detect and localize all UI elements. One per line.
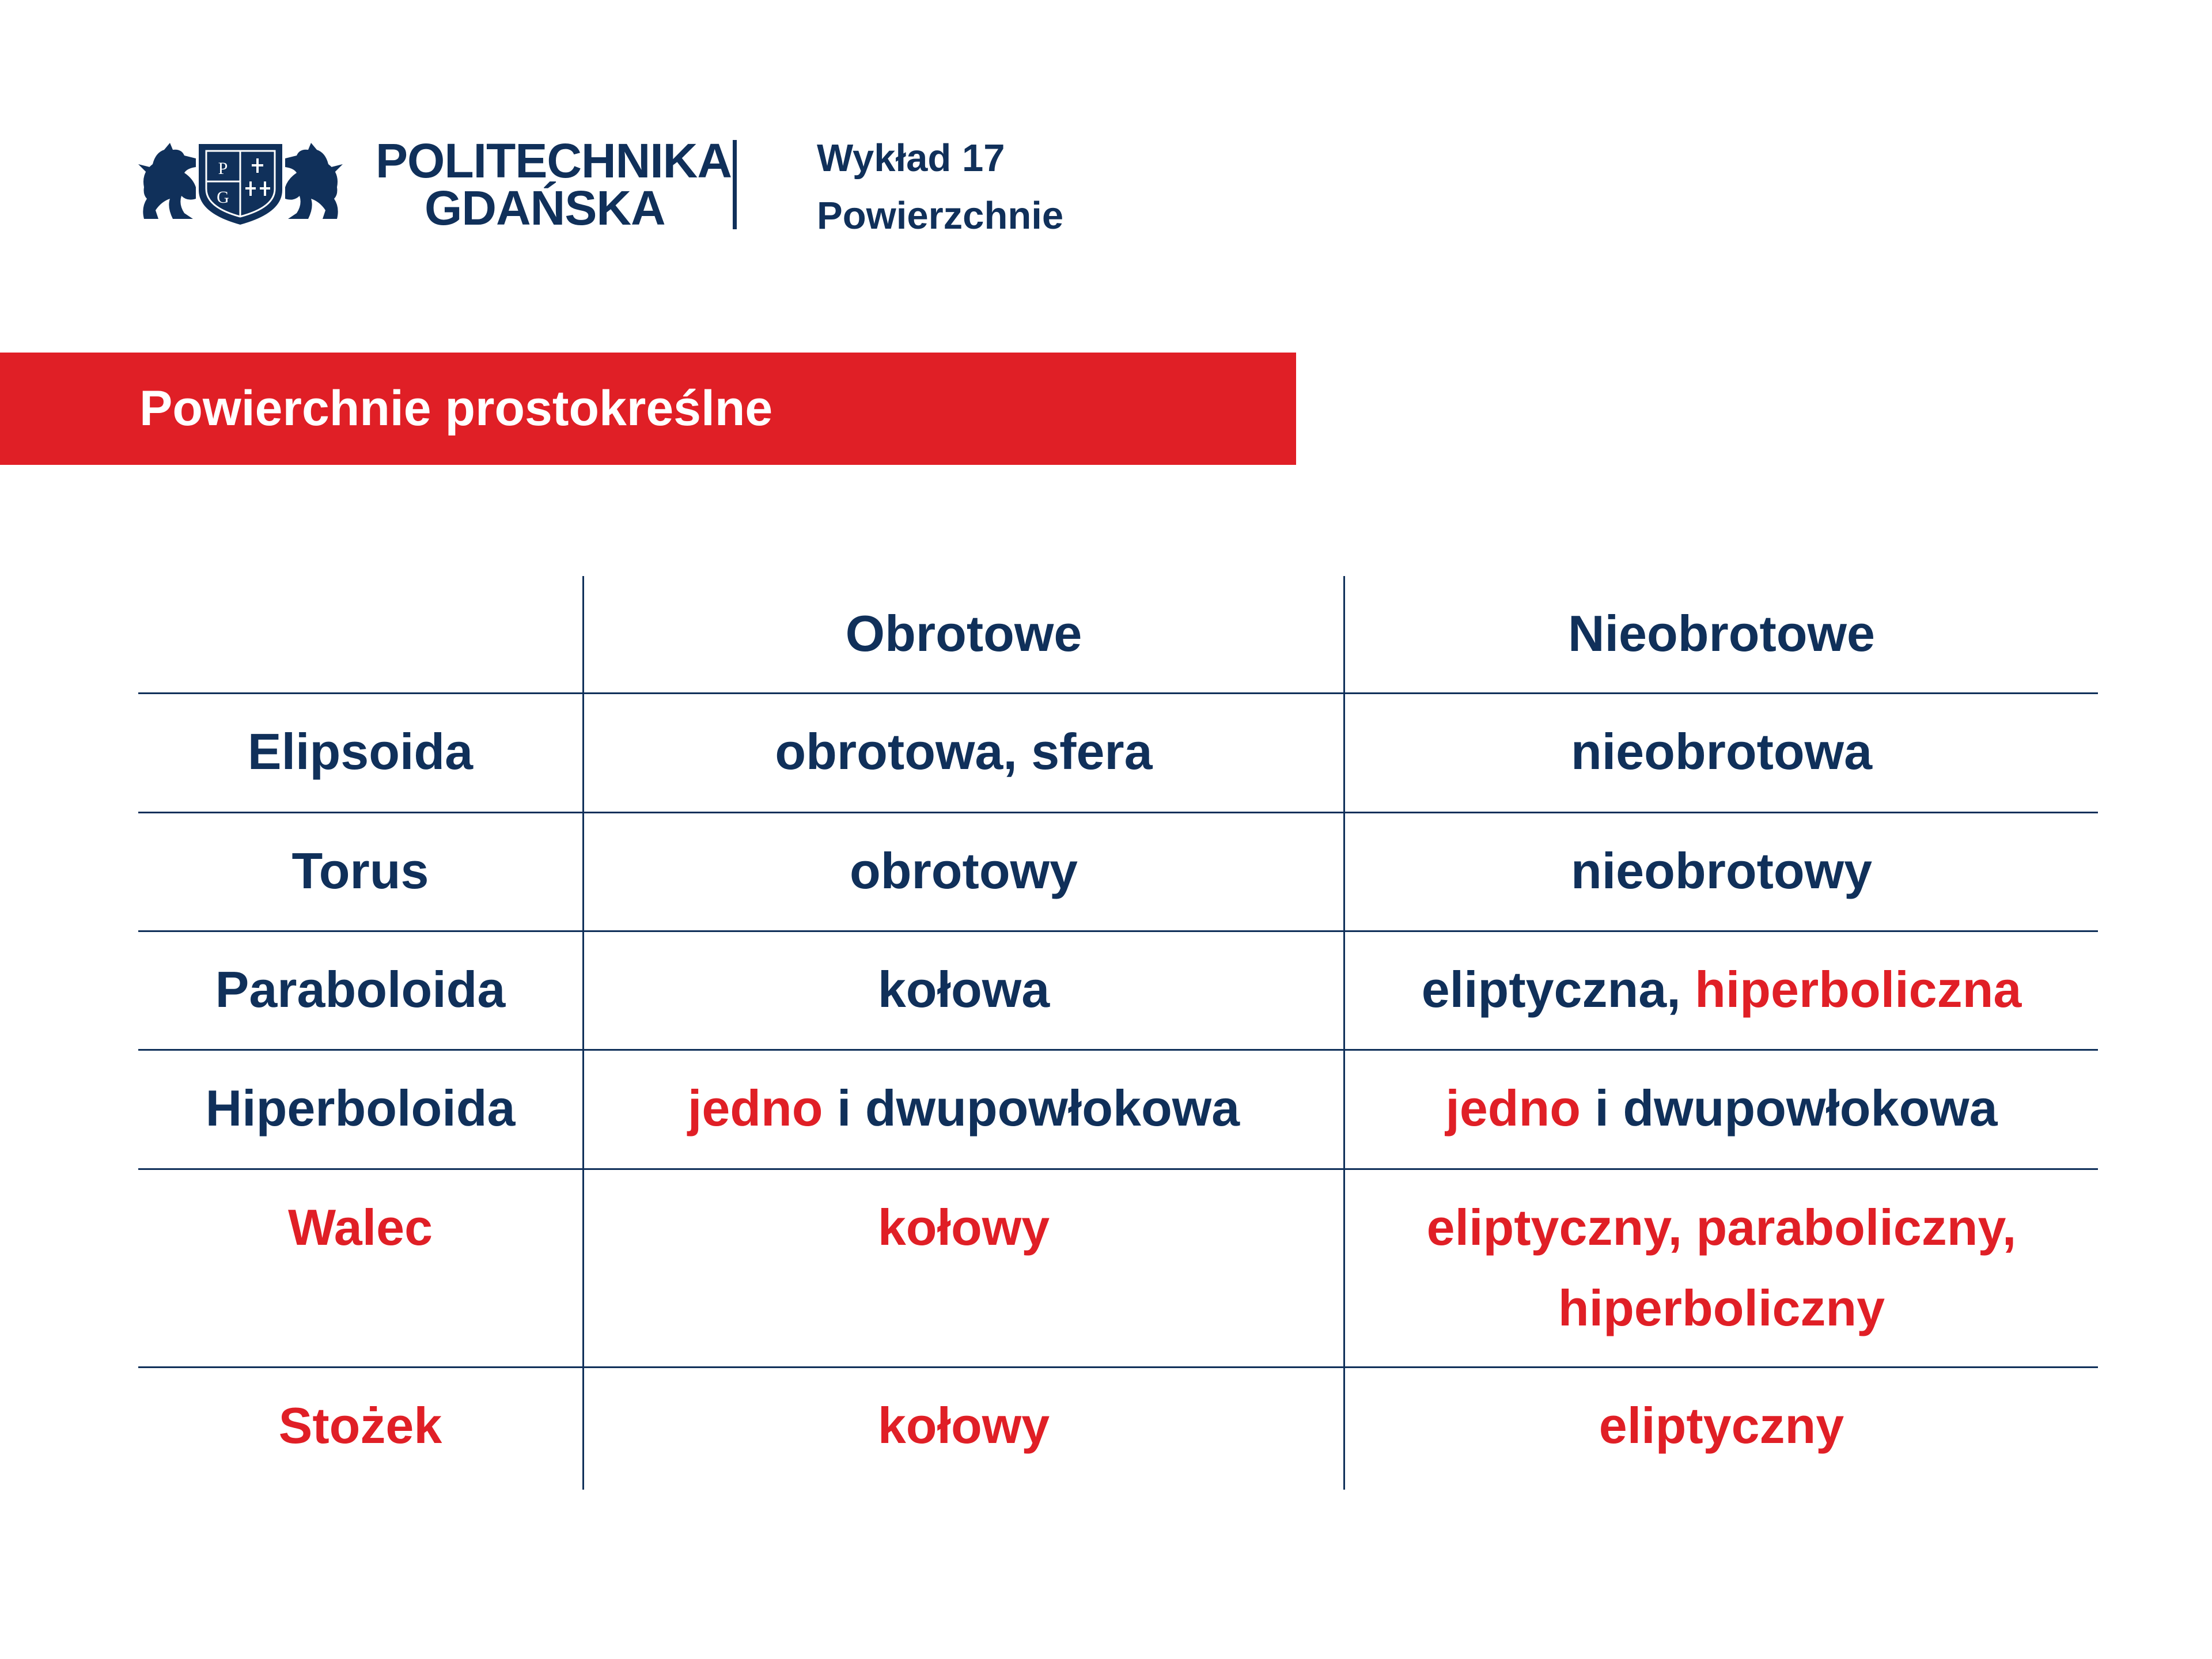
cell-text-segment: eliptyczna,	[1421, 961, 1695, 1018]
cell-nieobrotowe	[1345, 711, 2098, 792]
svg-text:P: P	[218, 159, 228, 178]
cell-nieobrotowe	[1345, 831, 2098, 911]
cell-obrotowe	[584, 949, 1343, 1030]
title-band	[0, 353, 1296, 465]
university-name-line2: GDAŃSKA	[425, 181, 665, 235]
university-logo	[138, 132, 343, 230]
cell-text-segment: obrotowa, sfera	[775, 723, 1153, 780]
cell-obrotowe	[584, 831, 1343, 911]
table-hline	[138, 930, 2098, 932]
header-cell-obrotowe: Obrotowe	[845, 605, 1082, 662]
row-label: Hiperboloida	[205, 1080, 516, 1137]
cell-nieobrotowe	[1345, 949, 2098, 1030]
cell-text-segment: nieobrotowy	[1570, 842, 1873, 899]
cell-text-segment: eliptyczny, paraboliczny, hiperboliczny	[1426, 1199, 2031, 1336]
university-name-line1: POLITECHNIKA	[376, 134, 732, 188]
cell-obrotowe	[584, 1068, 1343, 1149]
cell-text-segment: i dwupowłokowa	[1581, 1080, 1998, 1137]
cell-text-segment: kołowy	[877, 1199, 1050, 1256]
lecture-topic: Powierzchnie	[817, 194, 1064, 237]
table-hline	[138, 1049, 2098, 1051]
table-hline	[138, 692, 2098, 694]
table-hline	[138, 812, 2098, 813]
svg-text:G: G	[217, 188, 229, 207]
cell-obrotowe	[584, 1187, 1343, 1268]
slide-title: Powierchnie prostokreślne	[139, 381, 773, 436]
lecture-number: Wykład 17	[817, 137, 1005, 180]
header-cell-nieobrotowe: Nieobrotowe	[1568, 605, 1875, 662]
surfaces-table	[138, 576, 2098, 1490]
cell-nieobrotowe	[1397, 1187, 2046, 1349]
cell-text-segment: jedno	[687, 1080, 823, 1137]
university-name	[376, 134, 732, 235]
row-label: Stożek	[278, 1397, 442, 1454]
row-label: Torus	[291, 842, 429, 899]
row-label: Paraboloida	[215, 961, 506, 1018]
cell-text-segment: i dwupowłokowa	[823, 1080, 1240, 1137]
lecture-info	[817, 130, 1063, 245]
row-label: Elipsoida	[247, 723, 474, 780]
cell-nieobrotowe	[1345, 1068, 2098, 1149]
cell-obrotowe	[584, 711, 1343, 792]
cell-text-segment: jedno	[1445, 1080, 1581, 1137]
header-divider	[733, 140, 737, 229]
cell-obrotowe	[584, 1385, 1343, 1466]
cell-text-segment: kołowa	[877, 961, 1050, 1018]
cell-text-segment: nieobrotowa	[1570, 723, 1873, 780]
cell-text-segment: obrotowy	[850, 842, 1078, 899]
crest-icon	[138, 132, 343, 230]
cell-text-segment: kołowy	[877, 1397, 1050, 1454]
cell-text-segment: eliptyczny	[1599, 1397, 1844, 1454]
table-hline	[138, 1168, 2098, 1170]
cell-text-segment: hiperboliczna	[1695, 961, 2022, 1018]
cell-nieobrotowe	[1345, 1385, 2098, 1466]
row-label: Walec	[287, 1199, 433, 1256]
table-hline	[138, 1366, 2098, 1368]
